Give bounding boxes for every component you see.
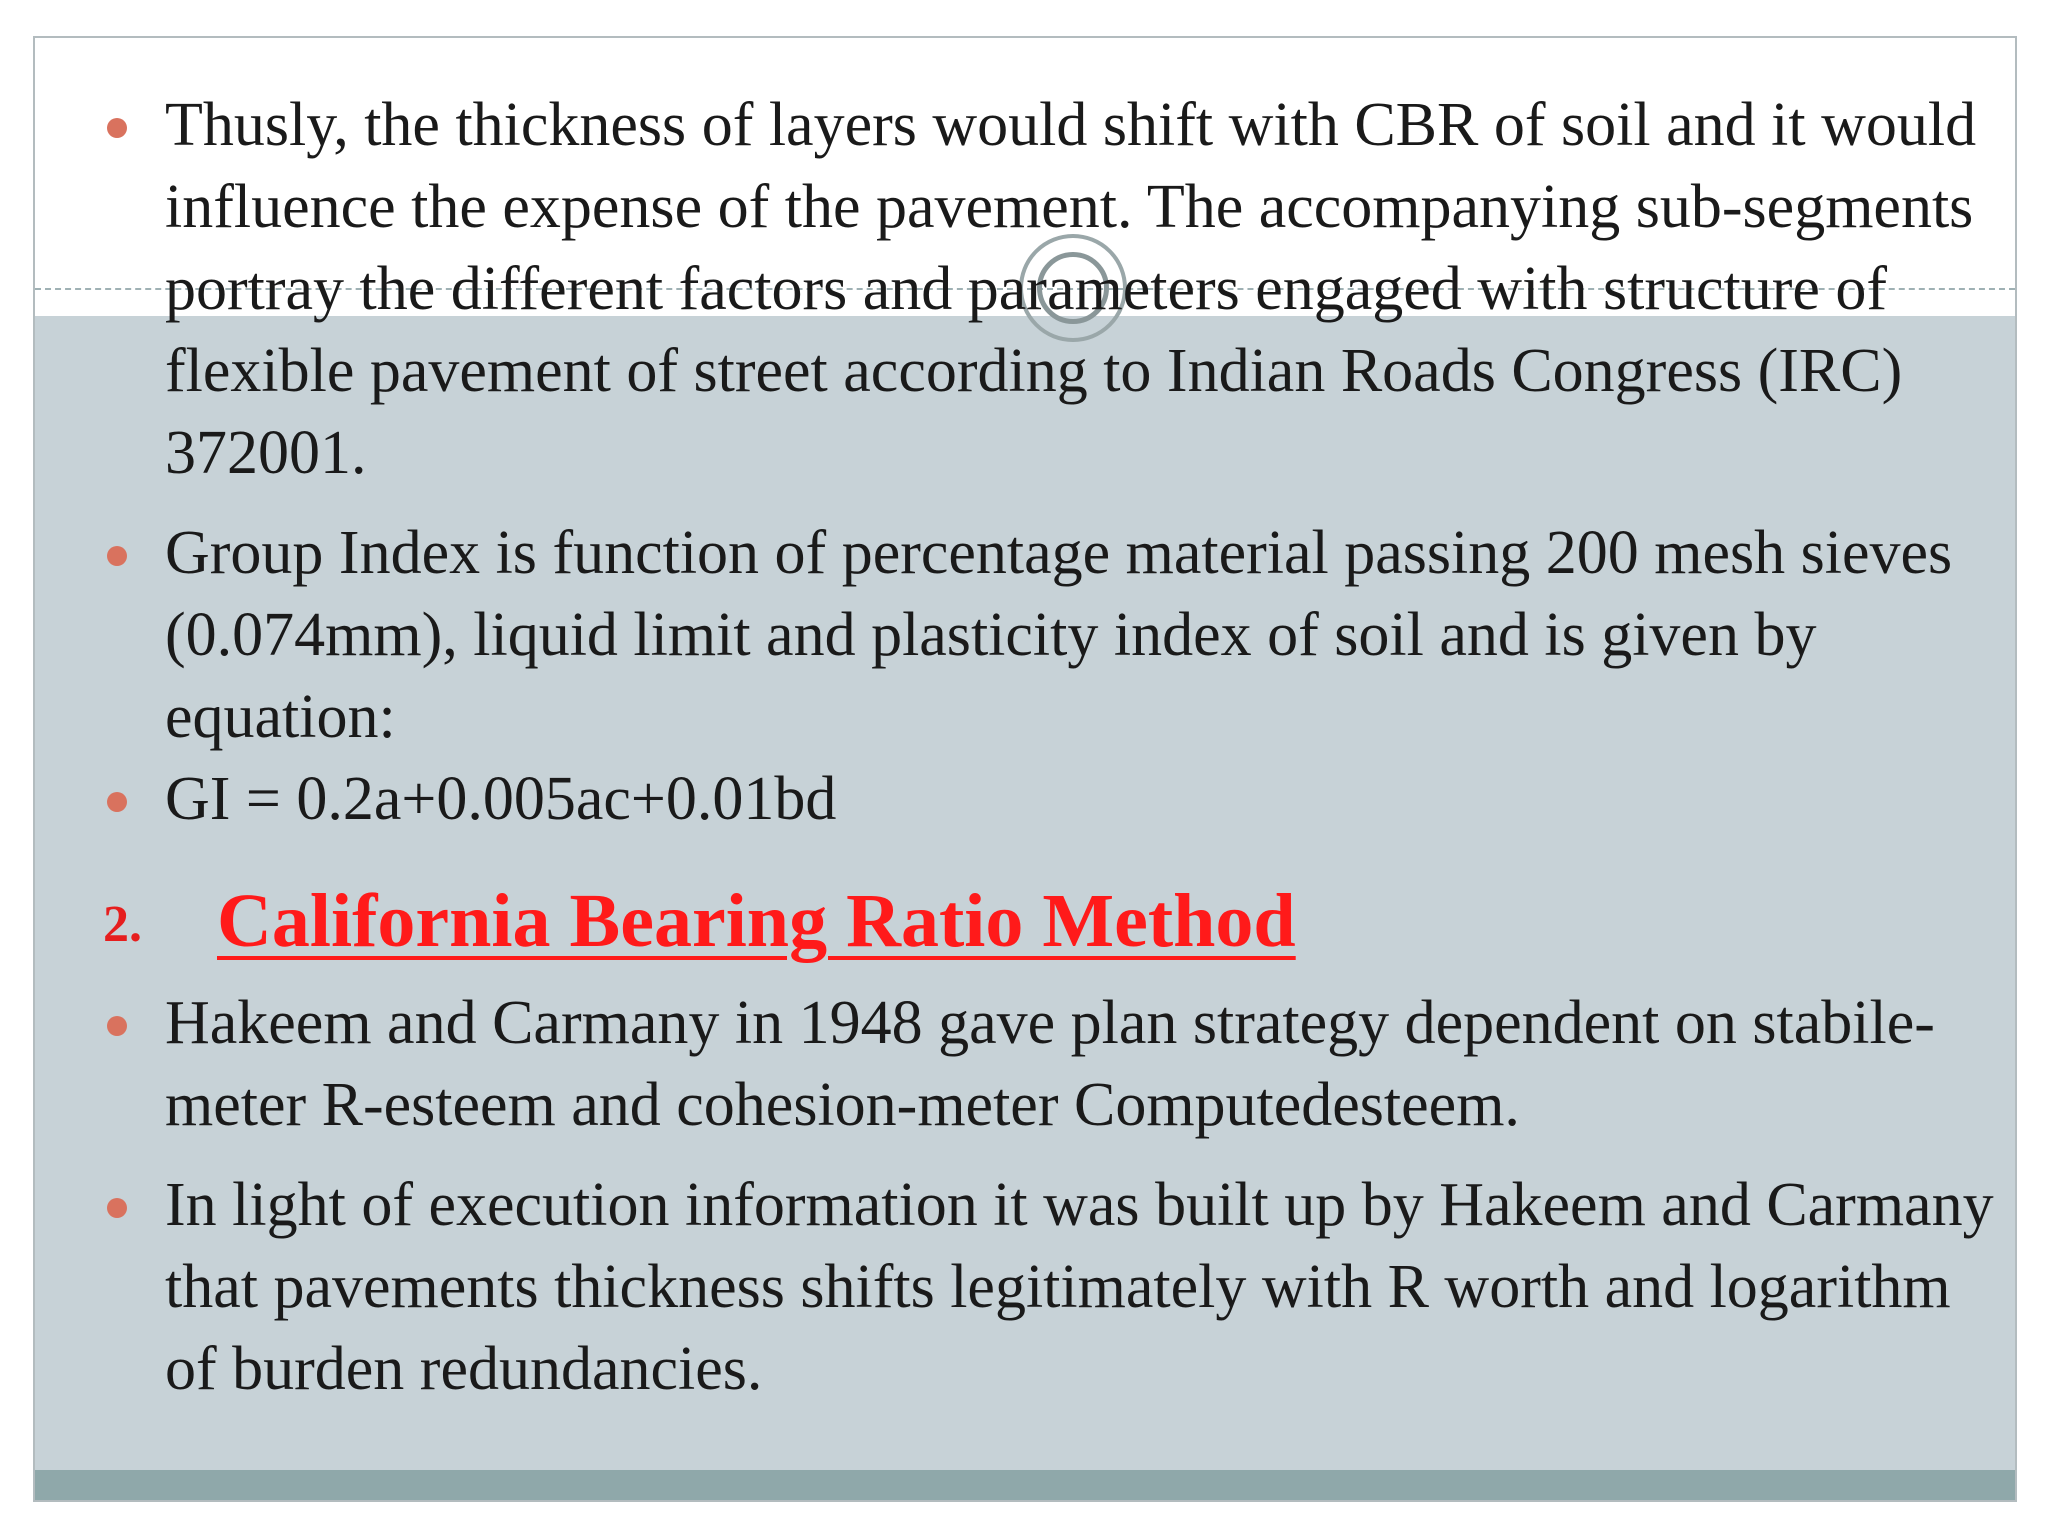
bullet-text: In light of execution information it was built up by Hakeem and Carmany that pavements thickness shifts legitimately with R worth and logarithm of burden redundancies. [165,1171,1994,1403]
bullet-text: Hakeem and Carmany in 1948 gave plan strategy dependent on stabile-meter R-esteem and cohesion-meter Computedesteem. [165,989,1935,1139]
equation-text: GI = 0.2a+0.005ac+0.01bd [165,765,837,833]
bullet-dot-icon [107,1016,127,1036]
bullet-dot-icon [107,792,127,812]
section-heading: California Bearing Ratio Method [217,879,1296,963]
bullet-dot-icon [107,1198,127,1218]
slide [33,36,2017,1502]
slide-content [35,38,2015,1500]
bullet-text: Thusly, the thickness of layers would shift with CBR of soil and it would influence the expense of the pavement. The accompanying sub-segments portray the different factors and parameters engaged with structure of flexible pavement of street according to Indian Roads Congress (IRC) 372001. [165,91,1977,487]
bullet-dot-icon [107,546,127,566]
bullet-text: Group Index is function of percentage material passing 200 mesh sieves (0.074mm), liquid limit and plasticity index of soil and is given by equation: [165,519,1953,751]
section-number: 2. [103,896,142,953]
bullet-dot-icon [107,118,127,138]
